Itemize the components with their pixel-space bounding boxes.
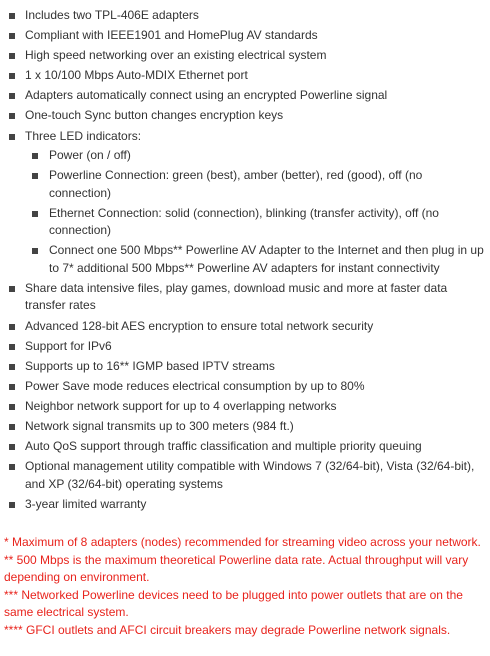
square-bullet-icon [9, 424, 15, 430]
led-indicator-item [25, 147, 486, 165]
feature-text: Network signal transmits up to 300 meters (984 ft.) [25, 419, 294, 433]
feature-text: 1 x 10/100 Mbps Auto-MDIX Ethernet port [25, 68, 248, 83]
square-bullet-icon [9, 73, 15, 79]
feature-text: High speed networking over an existing electrical system [25, 48, 327, 63]
led-indicator-text: Connect one 500 Mbps** Powerline AV Adapter to the Internet and then plug in up to 7* additional 500 Mbps** Powerline AV adapters for instant connectivity [49, 243, 484, 275]
feature-item [0, 318, 490, 336]
led-indicator-text: Ethernet Connection: solid (connection), blinking (transfer activity), off (no connection) [49, 205, 439, 238]
square-bullet-icon [9, 444, 15, 450]
square-bullet-icon [9, 286, 15, 292]
feature-item [0, 418, 490, 436]
feature-item [0, 378, 490, 396]
feature-text: Auto QoS support through traffic classification and multiple priority queuing [25, 439, 422, 454]
feature-item [0, 7, 490, 25]
feature-item [0, 358, 490, 376]
square-bullet-icon [32, 248, 38, 254]
footnote: ** 500 Mbps is the maximum theoretical Powerline data rate. Actual throughput will vary depending on environment. [4, 552, 469, 585]
feature-item-led-indicators [0, 128, 490, 278]
feature-item [0, 107, 490, 125]
feature-item [0, 338, 490, 356]
square-bullet-icon [9, 53, 15, 59]
feature-text: Advanced 128-bit AES encryption to ensure total network security [25, 318, 374, 333]
footnotes [0, 534, 490, 639]
square-bullet-icon [9, 464, 15, 470]
feature-text: One-touch Sync button changes encryption keys [25, 108, 284, 123]
square-bullet-icon [9, 344, 15, 350]
square-bullet-icon [9, 502, 15, 508]
square-bullet-icon [32, 211, 38, 217]
square-bullet-icon [32, 173, 38, 179]
feature-text: Power Save mode reduces electrical consumption by up to 80% [25, 378, 365, 393]
feature-item [0, 438, 490, 456]
feature-item [0, 67, 490, 85]
square-bullet-icon [9, 13, 15, 19]
feature-text: Includes two TPL-406E adapters [25, 8, 199, 22]
feature-item [0, 496, 490, 514]
feature-item [0, 87, 490, 105]
square-bullet-icon [9, 33, 15, 39]
feature-item [0, 398, 490, 416]
feature-text: Optional management utility compatible with Windows 7 (32/64-bit), Vista (32/64-bit), and XP (32/64-bit) operating systems [25, 459, 475, 491]
feature-item [0, 47, 490, 65]
led-indicators-list [25, 147, 486, 277]
feature-text: 3-year limited warranty [25, 496, 147, 511]
feature-item [0, 458, 490, 493]
led-indicator-text: Powerline Connection: green (best), amber (better), red (good), off (no connection) [49, 168, 423, 200]
feature-text: Compliant with IEEE1901 and HomePlug AV standards [25, 28, 318, 43]
feature-text: Adapters automatically connect using an encrypted Powerline signal [25, 88, 388, 103]
feature-text: Neighbor network support for up to 4 overlapping networks [25, 398, 337, 413]
footnote: *** Networked Powerline devices need to be plugged into power outlets that are on the same electrical system. [4, 587, 463, 620]
features-list [0, 7, 490, 513]
square-bullet-icon [9, 404, 15, 410]
footnote: * Maximum of 8 adapters (nodes) recommended for streaming video across your network. [4, 535, 481, 550]
footnote: **** GFCI outlets and AFCI circuit breakers may degrade Powerline network signals. [4, 622, 451, 637]
feature-text: Support for IPv6 [25, 338, 112, 353]
square-bullet-icon [9, 364, 15, 370]
square-bullet-icon [32, 153, 38, 159]
led-indicator-item [25, 242, 486, 277]
square-bullet-icon [9, 134, 15, 140]
feature-item [0, 27, 490, 45]
square-bullet-icon [9, 384, 15, 390]
square-bullet-icon [9, 113, 15, 119]
square-bullet-icon [9, 93, 15, 99]
feature-text: Three LED indicators: [25, 128, 142, 143]
feature-text: Share data intensive files, play games, download music and more at faster data transfer rates [25, 280, 448, 313]
led-indicator-item [25, 167, 486, 202]
led-indicator-text: Power (on / off) [49, 148, 131, 163]
feature-item [0, 280, 490, 315]
feature-text: Supports up to 16** IGMP based IPTV streams [25, 358, 275, 373]
led-indicator-item [25, 205, 486, 240]
square-bullet-icon [9, 324, 15, 330]
